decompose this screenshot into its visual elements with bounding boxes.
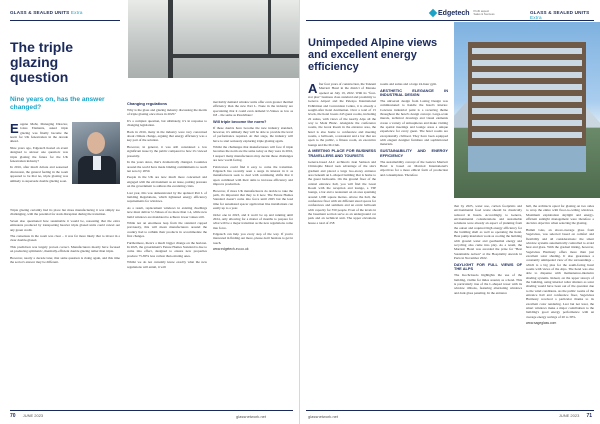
top-rule [306, 20, 594, 21]
section-tag [10, 10, 83, 15]
logo-mark-icon [429, 9, 437, 17]
window-band [472, 72, 582, 78]
logo-tagline [474, 10, 495, 16]
paragraph: The consensus in the room was clear – it was far more likely that to invest in a clear double-glazed. [10, 234, 120, 243]
window-band [472, 60, 582, 66]
dropcap: E [10, 120, 19, 136]
paragraph: People in the UK are now much more concerned and engaged with the environment as an issue, putting pressure on the government to address the escalating crisis. [127, 175, 207, 189]
glazed-entrance [468, 146, 586, 172]
dropcap: A [308, 80, 318, 96]
paragraph: Why is the glass and glazing industry discussing the merits of triple glazing once more in 2025? [127, 108, 207, 117]
website-link[interactable]: www.sageglass.com [526, 321, 557, 326]
top-rule [10, 20, 120, 21]
window-frame-vertical [168, 0, 173, 78]
subhead: Changing regulations [127, 101, 167, 106]
left-column-4 [213, 100, 293, 254]
paragraph: The sustainability concept of the Geneva Marriott Hotel is based on Marriott International's objectives for a more ethical form of production and consumption. Therefore [380, 159, 448, 177]
footer-rule [306, 410, 594, 411]
paragraph: However, if more UK manufacturers do decide to take the path, it's important that they to it now. The Future Homes Standard doesn't come into force until 2025 but the lead time for automated spacer application line installations can easily up to a year. [213, 188, 293, 210]
right-column-2 [380, 82, 448, 179]
logo-text: Edgetech [438, 9, 470, 17]
paragraph: hall, the architects opted for glazing on two sides to wrap the entire with floor-to-ceiling windows. Maximum exploitation daylight and energy-efficient sunlight management were therefore a decisive objective when selecting the glazing. [526, 204, 594, 226]
paragraph: Geneva-based ALC architects Jean Samson and Christophe Morel took advantage of the site's gradient and placed a large two-storey entrance area beneath an L-shaped building that is home to the guest bedrooms. On the ground floor of the central entrance hall, you will find the Great Room with the reception and lounge, a VIP lounge, a bar and a restaurant on an area spanning around 1,000 square metres. Above the hall, the conference floor with six different sized spaces for conferences and seminars and an event ballroom with capacity for 350 people. Even of the levels in the basement section serve as an underground car park and an technical unit. The upper elevations house a total of 258 [308, 159, 376, 225]
logo-tag-line: Sales & Success [473, 12, 495, 16]
section-tag [530, 10, 600, 20]
paragraph: that by 2025, water use, carbon footprints and environmental food waste should be drastically reduced in hotels. Accordingly, to Geneva, environmental considerations and sustainable solutions were already an aspect of planning from the outset and required high energy efficiency for the building shell as well as operating the hotel. Heat pump insulation work as cooling the building with ground water and geothermal energy and recycling also came into play. As a result, the Marriott Hotel was awarded the prize for "Best Sustainable Action" at the Hospitality Awards in Paris in November 2022. [454, 204, 522, 261]
footer-web: glassnetwork.net [308, 414, 339, 419]
portrait-head [87, 132, 105, 154]
section-tag-accent: Extra [530, 15, 542, 20]
paragraph: Whilst we do not currently know exactly what the new regulations will entail, it will [127, 260, 207, 269]
window-band [472, 96, 582, 102]
window-band [472, 48, 582, 54]
paragraph: In 2016, after much debate and seasoned discussion, the general feeling in the room appeared to be that no, triple glazing was unlikely to supersede double glazing soon. [10, 165, 68, 183]
window-frame-mullion [268, 0, 271, 58]
page-footer [10, 413, 43, 419]
paragraph: inevitably demand window units offer even greater thermal efficiency than the new Part L. None in the industry are speculating that it could even demand U-Values as low as 0.8 – the same as Passivhaus! [213, 100, 293, 118]
paragraph: Edgetech can help you every step of the way. If you're interested in finding out more, please don't hesitate to get in touch. [213, 232, 293, 245]
paragraph: As a result, replacement windows in existing dwellings now must deliver U-Values of no more than 1.4, while new build windows are mandated to achieve lower values still. [127, 205, 207, 219]
subhead: A MEETING PLACE FOR BUSINESS TRAVELLERS AND TOURISTS [308, 148, 376, 158]
right-page [300, 0, 600, 424]
paragraph: Seven also questioned how sustainable it would be, reasoning that the extra emissions produced by transporting heavier triple glazed units could cancel out any green credit. [10, 218, 120, 232]
paragraph: Order one in 2023, and it won't be up and running until 2024, only allowing for a matter of months to prepare for what will be a major transition as the new regulations come into force. [213, 212, 293, 230]
paragraph: rooms and suites and a large 24-hour gym. [380, 82, 437, 86]
window-band [472, 84, 582, 90]
page-footer [559, 413, 592, 419]
paragraph: Back in 2016, many in the industry were very concerned about climate change, arguing that energy efficiency was a key part of the solution. [127, 129, 207, 143]
paragraph: Whilst the challenges that manufacturers will face if triple becomes the norm are the same today as they were in 2016, I suspect many manufacturers may decide those challenges are now worth facing. [213, 145, 293, 163]
paragraph: The universal design from Lazing Design was commissioned to handle the hotel's interior. Concrete industrial paint is a recurring theme throughout the hotel's design concept. Large-scale murals, technical drawings and visual elements create a variety of atmospheres and make visiting the spatial meetings and lounge areas a unique experience for every guest. The hotel rooms are exceptionally civilised. They have been equipped with elegant designer furniture and sophisticated materials. [380, 99, 448, 147]
article-headline: The triple glazing question [10, 39, 74, 86]
edgetech-logo [430, 8, 495, 18]
footer-rule [10, 410, 293, 411]
paragraph: In the years since, that's dramatically changed. Countries around the world have made binding commitments to reach net zero by 2050. [127, 160, 207, 173]
left-column-1b [10, 208, 120, 267]
right-column-1 [308, 82, 376, 227]
paragraph: Hamm Glas, an above-average glass from SageGlass, was selected based on comfort and flexibility and all considerations: the smart window systems automatically controlled to avoid heat and glare. With the gradual tinting, however, SageGlass Harmony offers more than just excellent solar shading. It also guarantees a constantly unimpeded view of the surroundings – which is a big plus for the south-facing hotel rooms with views of the Alps. The hotel was also able to dispense with maintenance-intensive shading systems. Indeed, on the upper storeys of the building, using internal roller shutters as solar shading would have been out of the question due to the wind conditions. As the public rooms of the entrance hall and conference floor, SageGlass Harmony received a particular thanks to its excellent color rendering. Last but not least, the smart windows make a major contribution to the building's good energy performance with an average energy savings of 20 to 30%. [526, 227, 594, 319]
logo-tag-line: Profit aspect [473, 9, 490, 13]
paragraph: While not an enormous leap from the standard capped previously, this will mean manufacturers around the country had to rethink their products in accommodate the first changes. [127, 221, 207, 239]
website-link[interactable]: www.edgetech-eu.co.uk [213, 247, 249, 252]
subhead: DAYLIGHT FOR FULL VIEWS OF THE ALPS [454, 261, 522, 272]
paragraph: This prediction was largely proven correct. Manufacturers mostly have focused on producing symmetric, thermally-efficient double glazing rather than triple. [10, 244, 120, 254]
window-band [472, 132, 582, 138]
paragraph: Triple glazing certainly had its place but mass manufacturing it was simply too challenging, with the potential for stark disruption during the transition. [10, 208, 120, 217]
paragraph: The Kochcloudo highlights the use of the building, visible for miles around, as a hotel. This is particularly true of the L-shaped tower with its window ribbons, featuring alternating windows and dark glass paneling. In the entrance [454, 273, 522, 295]
page-number: 70 [10, 413, 16, 419]
paragraph: However, in general, it was still considered a low significant issue by the public compared to how it's viewed presently. [127, 144, 207, 158]
portrait-shirt [93, 156, 101, 170]
author-portrait [72, 122, 120, 184]
page-number: 71 [586, 413, 592, 419]
section-tag-accent: Extra [70, 10, 83, 15]
left-column-1 [10, 122, 68, 185]
article-standfirst: Nine years on, has the answer changed? [10, 96, 105, 111]
issue-date: JUNE 2023 [22, 413, 44, 418]
section-tag-label: GLASS & SEALED UNITS [530, 10, 590, 15]
window-photo [128, 0, 300, 78]
hotel-building [468, 42, 586, 172]
window-band [472, 108, 582, 114]
left-column-3 [127, 100, 207, 271]
window-band [472, 120, 582, 126]
paragraph: fter four years of construction, the Tanzeni Marriott Hotel in the district of Merano opened on July 19, 2022. With its "four-star plus" business class standard and proximity to Genova Airport and the Palexpo International Exhibition and Convention Centre, it is already a sought-after hotel destination. Over a total of 15 levels, the hotel boasts 243 guest rooms, including 22 suites, with views of the nearby Alps all the way to Mont Blanc. Alongside the conference rooms, the Great Room in the entrance area, the hotel is also home to conference and meeting rooms, a ballroom, a restaurant and a bar that are open to the public, a fitness room, an executive lounge and the M-Club. [308, 82, 376, 147]
paragraph: Last year, this was demonstrated by the updated Part L of building Regulations, which tightened energy efficiency requirements for windows. [127, 190, 207, 204]
paragraph: Fabricators could find it easy to come the transition. Edgetech has recently seen a surge in interest in it as manufacturers seek to deal with continuing shifts that it upon combined with their aims to increase efficiency and improve production. [213, 164, 293, 187]
hotel-photo [454, 22, 600, 198]
section-tag-label: GLASS & SEALED UNITS [10, 10, 70, 15]
article-headline: Unimpeded Alpine views and excellent energy efficiency [308, 37, 438, 73]
paragraph: Furthermore, there's a much bigger change on the horizon. In 2025, the government's Future Homes Standard is due to come into effect, designed to ensure new properties produce 75-80% less carbon than existing ones. [127, 240, 207, 258]
paragraph: It's a complex question, but ultimately, it's in response to changing legislation. [127, 118, 207, 128]
subhead: AESTHETIC ELEGANCE IN INDUSTRIAL DESIGN [380, 87, 448, 98]
paragraph: However, nearly a decade later, that same question is rising again, and this time the sector's answer may be different. [10, 255, 120, 265]
paragraph: Nine years ago, Edgetech hosted an event designed to answer one question: was triple glazing the future for the UK fenestration industry? [10, 145, 68, 163]
paragraph: ugene Mohr, Managing Director, Glass Elements, asked triple glazing was finally become the norm for UK fenestration in the decade ahead. [10, 122, 68, 144]
right-column-3 [454, 204, 522, 297]
window-frame-horizontal [168, 54, 300, 58]
subhead: Will triple become the norm? [213, 118, 267, 124]
footer-web: glassnetwork.net [236, 414, 267, 419]
right-column-4 [526, 204, 594, 328]
paragraph: If these doubts have become the new industry standard, however, it's unlikely they will be able to provide the level of performance required. At that stage, the industry will have to start seriously exploring triple glazing again. [213, 125, 293, 143]
issue-date: JUNE 2023 [558, 413, 580, 418]
subhead: SUSTAINABILITY AND ENERGY EFFICIENCY [380, 148, 448, 158]
